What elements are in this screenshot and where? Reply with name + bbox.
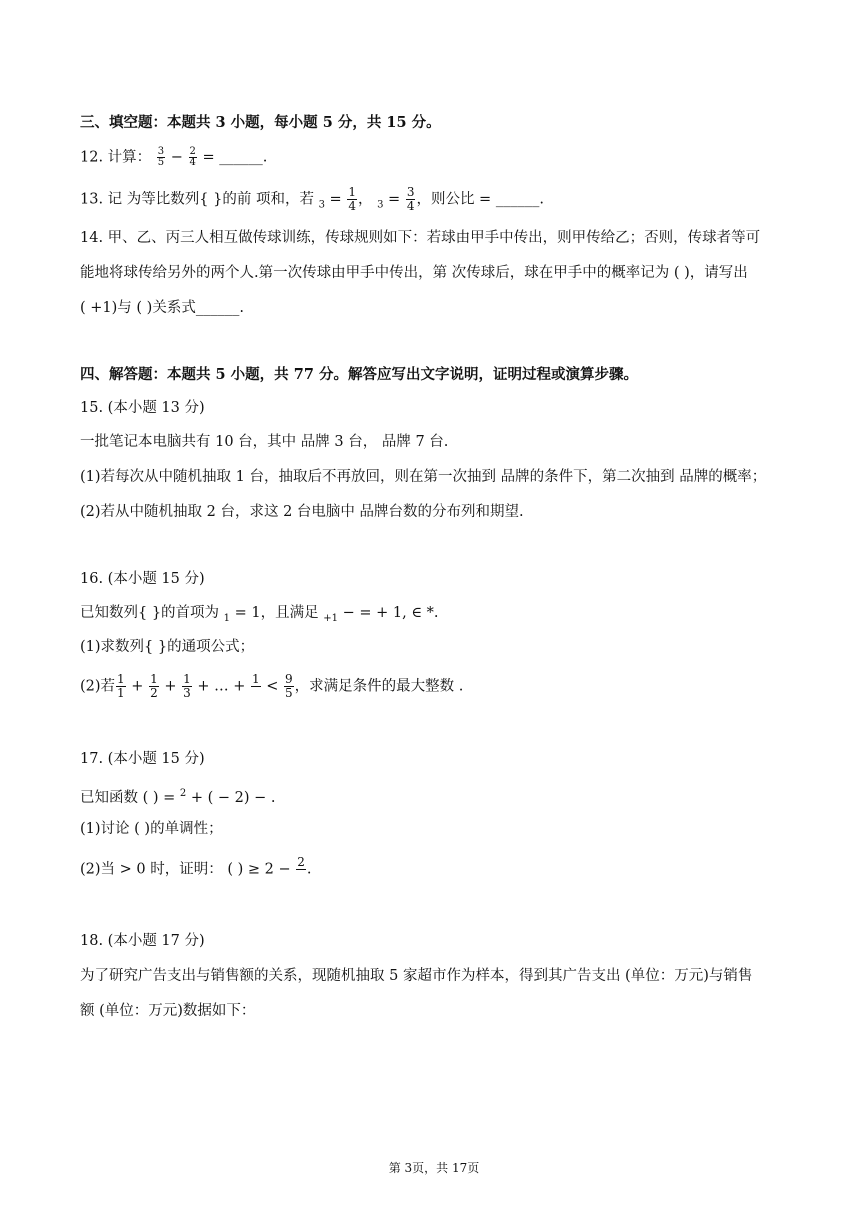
question-15-line-2: (1)若每次从中随机抽取 1 台，抽取后不再放回，则在第一次抽到 品牌的条件下，第二次抽到 品牌的概率； — [80, 469, 767, 485]
section3-heading: 三、填空题：本题共 3 小题，每小题 5 分，共 15 分。 — [80, 114, 441, 131]
section4-heading: 四、解答题：本题共 5 小题，共 77 分。解答应写出文字说明，证明过程或演算步骤。 — [80, 366, 638, 383]
q12-minus: − — [170, 149, 183, 166]
question-18-line-1: 为了研究广告支出与销售额的关系，现随机抽取 5 家超市作为样本，得到其广告支出 (单位：万元)与销售 — [80, 968, 753, 984]
q16-plus-1: + — [131, 678, 144, 695]
q13-text-a: 13. 记 为等比数列{ }的前 项和，若 — [80, 191, 314, 208]
q13-tail: ，则公比 = ______. — [416, 191, 544, 208]
q13-sub-1: 3 — [318, 199, 325, 211]
q17-fraction: 2 — [297, 855, 305, 869]
question-16-line-1 — [80, 603, 439, 629]
question-14-line-3: ( +1)与 ( )关系式______. — [80, 300, 244, 316]
q16-l1-sub: 1 — [223, 613, 231, 624]
q16-term-3: $\frac{1}{3}$ — [183, 672, 191, 700]
q16-bound: $\frac{9}{5}$ — [284, 672, 293, 700]
q17-l1-text-a: 已知函数 ( ) = — [80, 790, 176, 806]
q16-dots: + … + — [197, 678, 246, 695]
q17-l3-text-a: (2)当 > 0 时，证明： ( ) ≥ 2 − — [80, 861, 291, 878]
question-16-line-2: (1)求数列{ }的通项公式； — [80, 639, 255, 655]
question-13 — [80, 186, 544, 216]
q12-prefix: 12. 计算： — [80, 149, 152, 166]
question-17-line-1 — [80, 784, 276, 808]
q16-term-2: $\frac{1}{2}$ — [150, 672, 158, 700]
question-17-title: 17. (本小题 15 分) — [80, 751, 205, 767]
q16-less-than: < — [266, 678, 279, 695]
q13-fraction-2: $\frac{3}{4}$ — [406, 185, 415, 213]
q16-l3-text-b: ，求满足条件的最大整数 . — [294, 678, 464, 695]
question-14-line-2: 能地将球传给另外的两个人.第一次传球由甲手中传出，第 次传球后，球在甲手中的概率记为 ( )，请写出 — [80, 265, 748, 281]
q12-tail: = ______. — [202, 149, 268, 166]
q12-fraction-2: $\frac{2}{4}$ — [189, 146, 196, 168]
question-16-title: 16. (本小题 15 分) — [80, 571, 205, 587]
question-17-line-3 — [80, 856, 311, 883]
q16-term-1: $\frac{1}{1}$ — [117, 672, 125, 700]
q16-l3-text-a: (2)若 — [80, 678, 116, 695]
q16-term-n: 1 — [251, 672, 260, 686]
question-17-line-2: (1)讨论 ( )的单调性； — [80, 821, 223, 837]
question-14-line-1: 14. 甲、乙、丙三人相互做传球训练，传球规则如下：若球由甲手中传出，则甲传给乙；否则，传球者等可 — [80, 230, 761, 246]
page-footer: 第 3页，共 17页 — [388, 1161, 480, 1175]
q16-plus-2: + — [164, 678, 177, 695]
q13-comma: ， — [357, 191, 373, 208]
q16-l1-text-a: 已知数列{ }的首项为 — [80, 605, 220, 621]
q13-eq-2: = — [388, 191, 401, 208]
question-12 — [80, 147, 267, 168]
q16-l1-text-b: = 1，且满足 — [234, 605, 319, 621]
question-15-line-3: (2)若从中随机抽取 2 台，求这 2 台电脑中 品牌台数的分布列和期望. — [80, 504, 524, 520]
q13-fraction-1: $\frac{1}{4}$ — [348, 185, 356, 213]
q16-l1-text-c: − = + 1, ∈ *. — [342, 605, 439, 621]
q17-l1-sup: 2 — [179, 788, 187, 799]
q13-sub-2: 3 — [377, 199, 384, 211]
q12-fraction-1: $\frac{3}{5}$ — [157, 146, 165, 168]
question-16-line-3 — [80, 673, 463, 700]
q17-l1-text-b: + ( − 2) − . — [190, 790, 276, 806]
q13-eq-1: = — [329, 191, 342, 208]
q16-l1-sub-2: +1 — [323, 613, 338, 624]
question-18-line-2: 额 (单位：万元)数据如下： — [80, 1003, 256, 1019]
q17-l3-text-b: . — [306, 861, 312, 878]
question-15-title: 15. (本小题 13 分) — [80, 400, 205, 416]
question-15-line-1: 一批笔记本电脑共有 10 台，其中 品牌 3 台， 品牌 7 台. — [80, 434, 449, 450]
question-18-title: 18. (本小题 17 分) — [80, 933, 205, 949]
